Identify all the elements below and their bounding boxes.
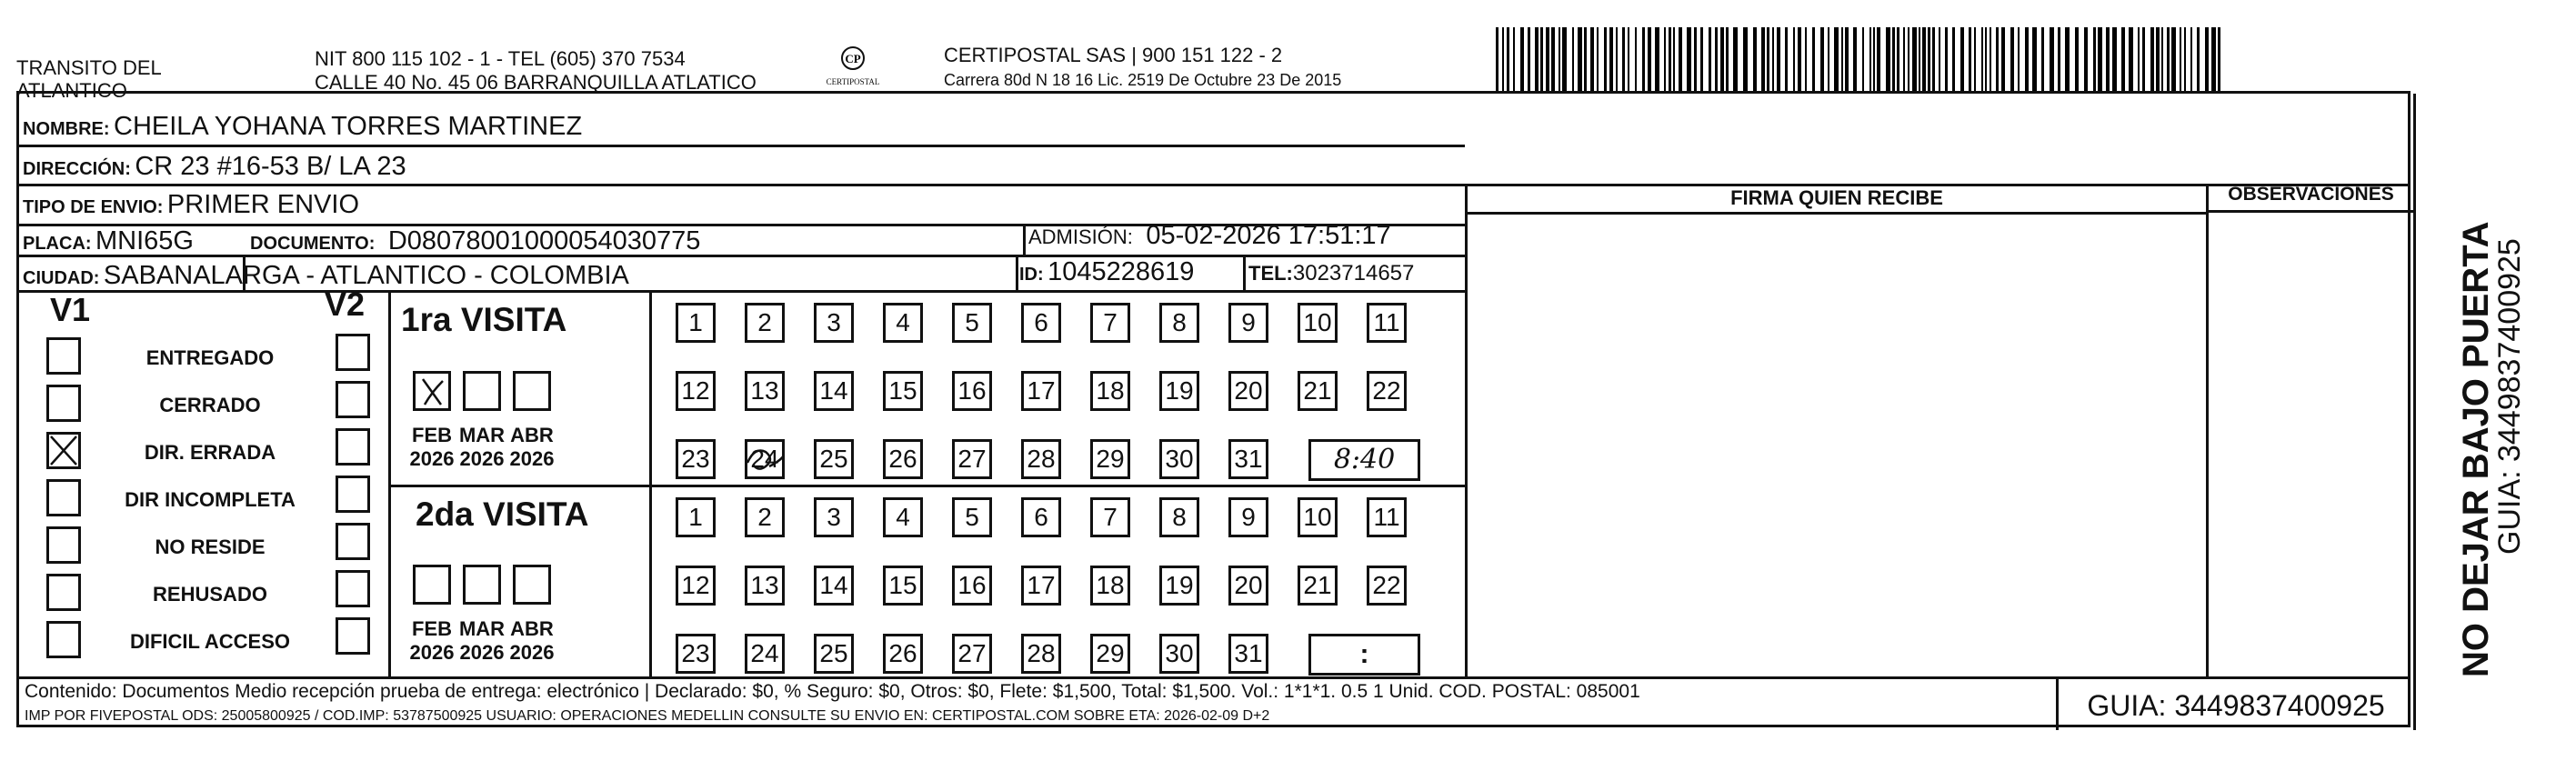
day-box[interactable]: 1 [676,497,716,537]
day-box[interactable]: 18 [1090,566,1130,606]
barcode-bar [1507,27,1509,91]
barcode-bar [2010,27,2014,91]
barcode-bar [2112,27,2117,91]
observaciones-area[interactable] [2209,215,2413,676]
barcode-bar [1981,27,1983,91]
day-box[interactable]: 26 [883,634,923,674]
day-box[interactable]: 20 [1228,566,1268,606]
barcode-bar [2180,27,2181,91]
day-box[interactable]: 24 [745,634,785,674]
day-box[interactable]: 17 [1021,566,1061,606]
documento-label: DOCUMENTO: [250,234,376,254]
status-label: DIR. ERRADA [144,441,276,464]
barcode-bar [2106,27,2110,91]
barcode-bar [1655,27,1659,91]
time-box[interactable]: : [1308,634,1420,676]
barcode-bar [1733,27,1738,91]
barcode-bar [1777,27,1780,91]
barcode-bar [1877,27,1880,91]
day-box[interactable]: 25 [814,439,854,479]
footer-line-1: Contenido: Documentos Medio recepción prueba de entrega: electrónico | Declarado: $0, % Seguro: $0, Otros: $0, Flete: $1,500, Total: $1,500. Vol.: 1*1*1. 0.5 1 Unid. COD. POSTAL: 085001 [25,681,1640,702]
barcode-bar [1720,27,1724,91]
day-box[interactable]: 9 [1228,497,1268,537]
barcode-bar [2138,27,2140,91]
day-box[interactable]: 16 [952,566,992,606]
barcode-bar [1694,27,1697,91]
barcode-bar [1853,27,1857,91]
ciudad-value: SABANALARGA - ATLANTICO - COLOMBIA [103,261,629,290]
delivery-form [16,91,2411,727]
month-name: ABR [510,617,554,640]
v2-checkbox[interactable] [336,570,370,607]
day-box[interactable]: 27 [952,439,992,479]
month-checkbox[interactable] [463,371,501,411]
direccion-label: DIRECCIÓN: [23,159,131,179]
nombre-row [23,112,582,142]
day-box[interactable]: 18 [1090,371,1130,411]
month-checkbox[interactable] [463,565,501,605]
v1-checkbox[interactable] [46,385,81,422]
status-label: NO RESIDE [155,536,266,558]
ciudad-label: CIUDAD: [23,268,100,288]
day-box[interactable]: 10 [1298,497,1338,537]
barcode-bar [2084,27,2088,91]
barcode-bar [2167,27,2170,91]
barcode-bar [1798,27,1801,91]
first-visit-title: 1ra VISITA [401,301,567,338]
scribble-mark [742,439,789,479]
status-label: ENTREGADO [145,346,275,369]
barcode-bar [1584,27,1587,91]
barcode-bar [1753,27,1757,91]
barcode-bar [1673,27,1675,91]
barcode-bar [1841,27,1843,91]
barcode-bar [1513,27,1515,91]
barcode-bar [1845,27,1849,91]
v1-label: V1 [50,291,91,328]
v2-checkbox[interactable] [336,617,370,655]
month-name: FEB [412,617,452,640]
status-label: REHUSADO [153,583,267,606]
month-year: 2026 [509,447,555,470]
barcode-bar [1969,27,1971,91]
v1-checkbox[interactable] [46,621,81,658]
day-box[interactable]: 30 [1159,634,1199,674]
barcode-bar [1886,27,1890,91]
month-checkbox[interactable] [413,565,451,605]
barcode-bar [1834,27,1839,91]
day-box[interactable]: 23 [676,439,716,479]
barcode-bar [2001,27,2005,91]
month-name: MAR [458,617,506,640]
svg-text:CP: CP [845,52,861,65]
month-checkbox[interactable] [513,565,551,605]
barcode-bar [1551,27,1555,91]
barcode-bar [1622,27,1625,91]
second-visit-title: 2da VISITA [416,496,589,533]
barcode-bar [1648,27,1651,91]
barcode-bar [2211,27,2216,91]
day-box[interactable]: 16 [952,371,992,411]
admision-row [1028,221,1391,251]
id-label: ID: [1019,265,1044,285]
month-checkbox[interactable] [413,371,451,411]
barcode-bar [1700,27,1703,91]
barcode-bar [2025,27,2029,91]
v2-label: V2 [325,285,366,323]
barcode-bar [1873,27,1875,91]
admision-label: ADMISIÓN: [1028,225,1133,248]
day-box[interactable]: 15 [883,566,923,606]
barcode-bar [1960,27,1964,91]
barcode-bar [2098,27,2102,91]
tipo-label: TIPO DE ENVIO: [23,197,164,217]
barcode-bar [1922,27,1926,91]
barcode-bar [1932,27,1935,91]
day-box[interactable]: 20 [1228,371,1268,411]
nombre-label: NOMBRE: [23,119,110,139]
barcode-bar [1540,27,1543,91]
barcode-bar [2065,27,2070,91]
sender-name: TRANSITO DEL ATLANTICO [16,56,161,102]
day-box[interactable]: 8 [1159,303,1199,343]
day-box[interactable]: 1 [676,303,716,343]
day-box[interactable]: 15 [883,371,923,411]
day-box[interactable]: 31 [1228,439,1268,479]
day-box[interactable]: 21 [1298,566,1338,606]
month-checkbox[interactable] [513,371,551,411]
day-box[interactable]: 12 [676,371,716,411]
month-year: 2026 [409,641,455,664]
v2-checkbox[interactable] [336,476,370,513]
month-name: MAR [458,424,506,446]
placa-row [23,226,194,256]
barcode-bar [2032,27,2037,91]
address-line: CALLE 40 No. 45 06 BARRANQUILLA ATLATICO [315,71,757,94]
documento-value: D08078001000054030775 [387,226,701,255]
day-box[interactable]: 12 [676,566,716,606]
barcode [1496,27,2228,91]
barcode-bar [1793,27,1795,91]
barcode-bar [1546,27,1549,91]
day-box[interactable]: 4 [883,303,923,343]
barcode-bar [2156,27,2160,91]
day-box[interactable]: 2 [745,497,785,537]
barcode-bar [2041,27,2044,91]
day-number: 24 [750,445,779,473]
v1-checkbox[interactable] [46,337,81,375]
v1-checkbox[interactable] [46,574,81,611]
certipostal-logo: CP CERTIPOSTAL [825,45,881,93]
status-label: DIR INCOMPLETA [125,488,296,511]
barcode-bar [2190,27,2192,91]
barcode-bar [1903,27,1905,91]
barcode-bar [1952,27,1955,91]
day-box[interactable]: 14 [814,566,854,606]
barcode-bar [1709,27,1711,91]
barcode-bar [1597,27,1599,91]
barcode-bar [1828,27,1829,91]
barcode-bar [1496,27,1498,91]
barcode-bar [1743,27,1748,91]
day-box[interactable]: 5 [952,497,992,537]
month-year: 2026 [459,447,505,470]
tel-value: 3023714657 [1292,261,1415,285]
tel-row [1248,261,1414,286]
barcode-bar [2205,27,2209,91]
barcode-bar [1985,27,1987,91]
barcode-bar [1635,27,1637,91]
day-box[interactable]: 28 [1021,634,1061,674]
barcode-bar [1767,27,1769,91]
direccion-row [23,152,406,182]
placa-value: MNI65G [95,226,194,255]
day-box[interactable]: 13 [745,371,785,411]
barcode-bar [1687,27,1691,91]
time-box[interactable]: 8:40 [1308,439,1420,481]
barcode-bar [1578,27,1582,91]
barcode-bar [1912,27,1917,91]
barcode-bar [1908,27,1909,91]
day-box[interactable]: 6 [1021,303,1061,343]
day-box[interactable]: 23 [676,634,716,674]
barcode-bar [1945,27,1948,91]
day-box[interactable]: 7 [1090,303,1130,343]
barcode-bar [1812,27,1815,91]
barcode-bar [2050,27,2054,91]
day-box[interactable]: 22 [1367,371,1407,411]
barcode-bar [2184,27,2186,91]
barcode-bar [2129,27,2133,91]
v1-checkbox[interactable] [46,432,81,469]
direccion-value: CR 23 #16-53 B/ LA 23 [135,152,406,181]
barcode-bar [1928,27,1930,91]
id-row [1019,257,1194,287]
day-box[interactable]: 22 [1367,566,1407,606]
barcode-bar [2142,27,2145,91]
barcode-bar [1628,27,1629,91]
barcode-bar [1562,27,1567,91]
footer-line-2: IMP POR FIVEPOSTAL ODS: 25005800925 / COD.IMP: 53787500925 USUARIO: OPERACIONES MEDELLIN CONSULTE SU ENVIO EN: CERTIPOSTAL.COM SOBRE ETA: 2026-02-09 D+2 [25,708,1270,724]
barcode-bar [1990,27,1991,91]
barcode-bar [1892,27,1895,91]
day-box[interactable]: 4 [883,497,923,537]
barcode-bar [1520,27,1524,91]
day-box[interactable]: 26 [883,439,923,479]
barcode-bar [1785,27,1788,91]
barcode-bar [1761,27,1765,91]
barcode-bar [1664,27,1666,91]
barcode-bar [2161,27,2163,91]
firma-header: FIRMA QUIEN RECIBE [1468,185,2206,215]
day-box[interactable]: 5 [952,303,992,343]
documento-row [250,226,700,256]
barcode-bar [2018,27,2020,91]
barcode-bar [1535,27,1539,91]
barcode-bar [1679,27,1682,91]
day-box[interactable]: 19 [1159,371,1199,411]
barcode-bar [1572,27,1574,91]
barcode-bar [1609,27,1613,91]
barcode-bar [1805,27,1807,91]
status-label: CERRADO [159,394,261,416]
barcode-bar [1642,27,1645,91]
barcode-bar [1939,27,1940,91]
v2-checkbox[interactable] [336,381,370,418]
barcode-bar [1528,27,1530,91]
barcode-bar [1919,27,1920,91]
day-box[interactable]: 10 [1298,303,1338,343]
month-year: 2026 [409,447,455,470]
day-box[interactable]: 29 [1090,439,1130,479]
v2-checkbox[interactable] [336,523,370,560]
day-box[interactable]: 13 [745,566,785,606]
day-box[interactable]: 2 [745,303,785,343]
side-guia: GUIA: 3449837400925 [2492,238,2527,555]
day-box[interactable]: 28 [1021,439,1061,479]
v2-checkbox[interactable] [336,428,370,466]
side-warning: NO DEJAR BAJO PUERTA [2456,221,2496,677]
barcode-bar [1974,27,1976,91]
footer-guia: GUIA: 3449837400925 [2087,689,2385,722]
barcode-bar [1869,27,1871,91]
day-box[interactable]: 8 [1159,497,1199,537]
license-line: Carrera 80d N 18 16 Lic. 2519 De Octubre 23 De 2015 [944,71,1342,89]
barcode-bar [1726,27,1729,91]
barcode-bar [1996,27,1999,91]
barcode-bar [1897,27,1899,91]
month-name: FEB [412,424,452,446]
day-box[interactable]: 3 [814,497,854,537]
barcode-bar [2171,27,2176,91]
day-box[interactable]: 11 [1367,497,1407,537]
barcode-bar [1862,27,1864,91]
day-box[interactable]: 27 [952,634,992,674]
barcode-bar [2150,27,2154,91]
firma-area[interactable] [1468,215,2206,676]
month-year: 2026 [509,641,555,664]
placa-label: PLACA: [23,234,92,254]
barcode-bar [1502,27,1504,91]
day-box[interactable]: 9 [1228,303,1268,343]
month-year: 2026 [459,641,505,664]
status-label: DIFICIL ACCESO [129,630,290,653]
nit-line: NIT 800 115 102 - 1 - TEL (605) 370 7534 [315,47,686,70]
barcode-bar [1669,27,1671,91]
barcode-bar [1715,27,1718,91]
barcode-bar [2121,27,2125,91]
day-box[interactable]: 6 [1021,497,1061,537]
observaciones-header: OBSERVACIONES [2209,179,2413,213]
barcode-bar [1772,27,1774,91]
barcode-bar [2075,27,2079,91]
nombre-value: CHEILA YOHANA TORRES MARTINEZ [114,112,583,141]
day-box[interactable]: 30 [1159,439,1199,479]
barcode-bar [1559,27,1560,91]
day-box[interactable]: 19 [1159,566,1199,606]
tel-label: TEL: [1248,262,1293,285]
day-box[interactable]: 29 [1090,634,1130,674]
day-box[interactable]: 7 [1090,497,1130,537]
barcode-bar [2197,27,2200,91]
v1-checkbox[interactable] [46,479,81,516]
id-value: 1045228619 [1047,257,1195,286]
barcode-bar [1820,27,1824,91]
tipo-row [23,190,359,220]
barcode-bar [2058,27,2060,91]
v1-checkbox[interactable] [46,526,81,564]
month-name: ABR [510,424,554,446]
day-box[interactable]: 21 [1298,371,1338,411]
barcode-bar [2093,27,2096,91]
admision-value: 05-02-2026 17:51:17 [1146,221,1391,250]
v2-checkbox[interactable] [336,334,370,371]
company-line: CERTIPOSTAL SAS | 900 151 122 - 2 [944,44,1283,66]
day-box[interactable]: 25 [814,634,854,674]
barcode-bar [2218,27,2220,91]
day-box[interactable]: 3 [814,303,854,343]
barcode-bar [1604,27,1607,91]
day-box[interactable]: 31 [1228,634,1268,674]
tipo-value: PRIMER ENVIO [166,190,360,219]
day-box[interactable] [745,439,785,479]
day-box[interactable]: 11 [1367,303,1407,343]
day-box[interactable]: 17 [1021,371,1061,411]
barcode-bar [1616,27,1618,91]
barcode-bar [1590,27,1594,91]
day-box[interactable]: 14 [814,371,854,411]
